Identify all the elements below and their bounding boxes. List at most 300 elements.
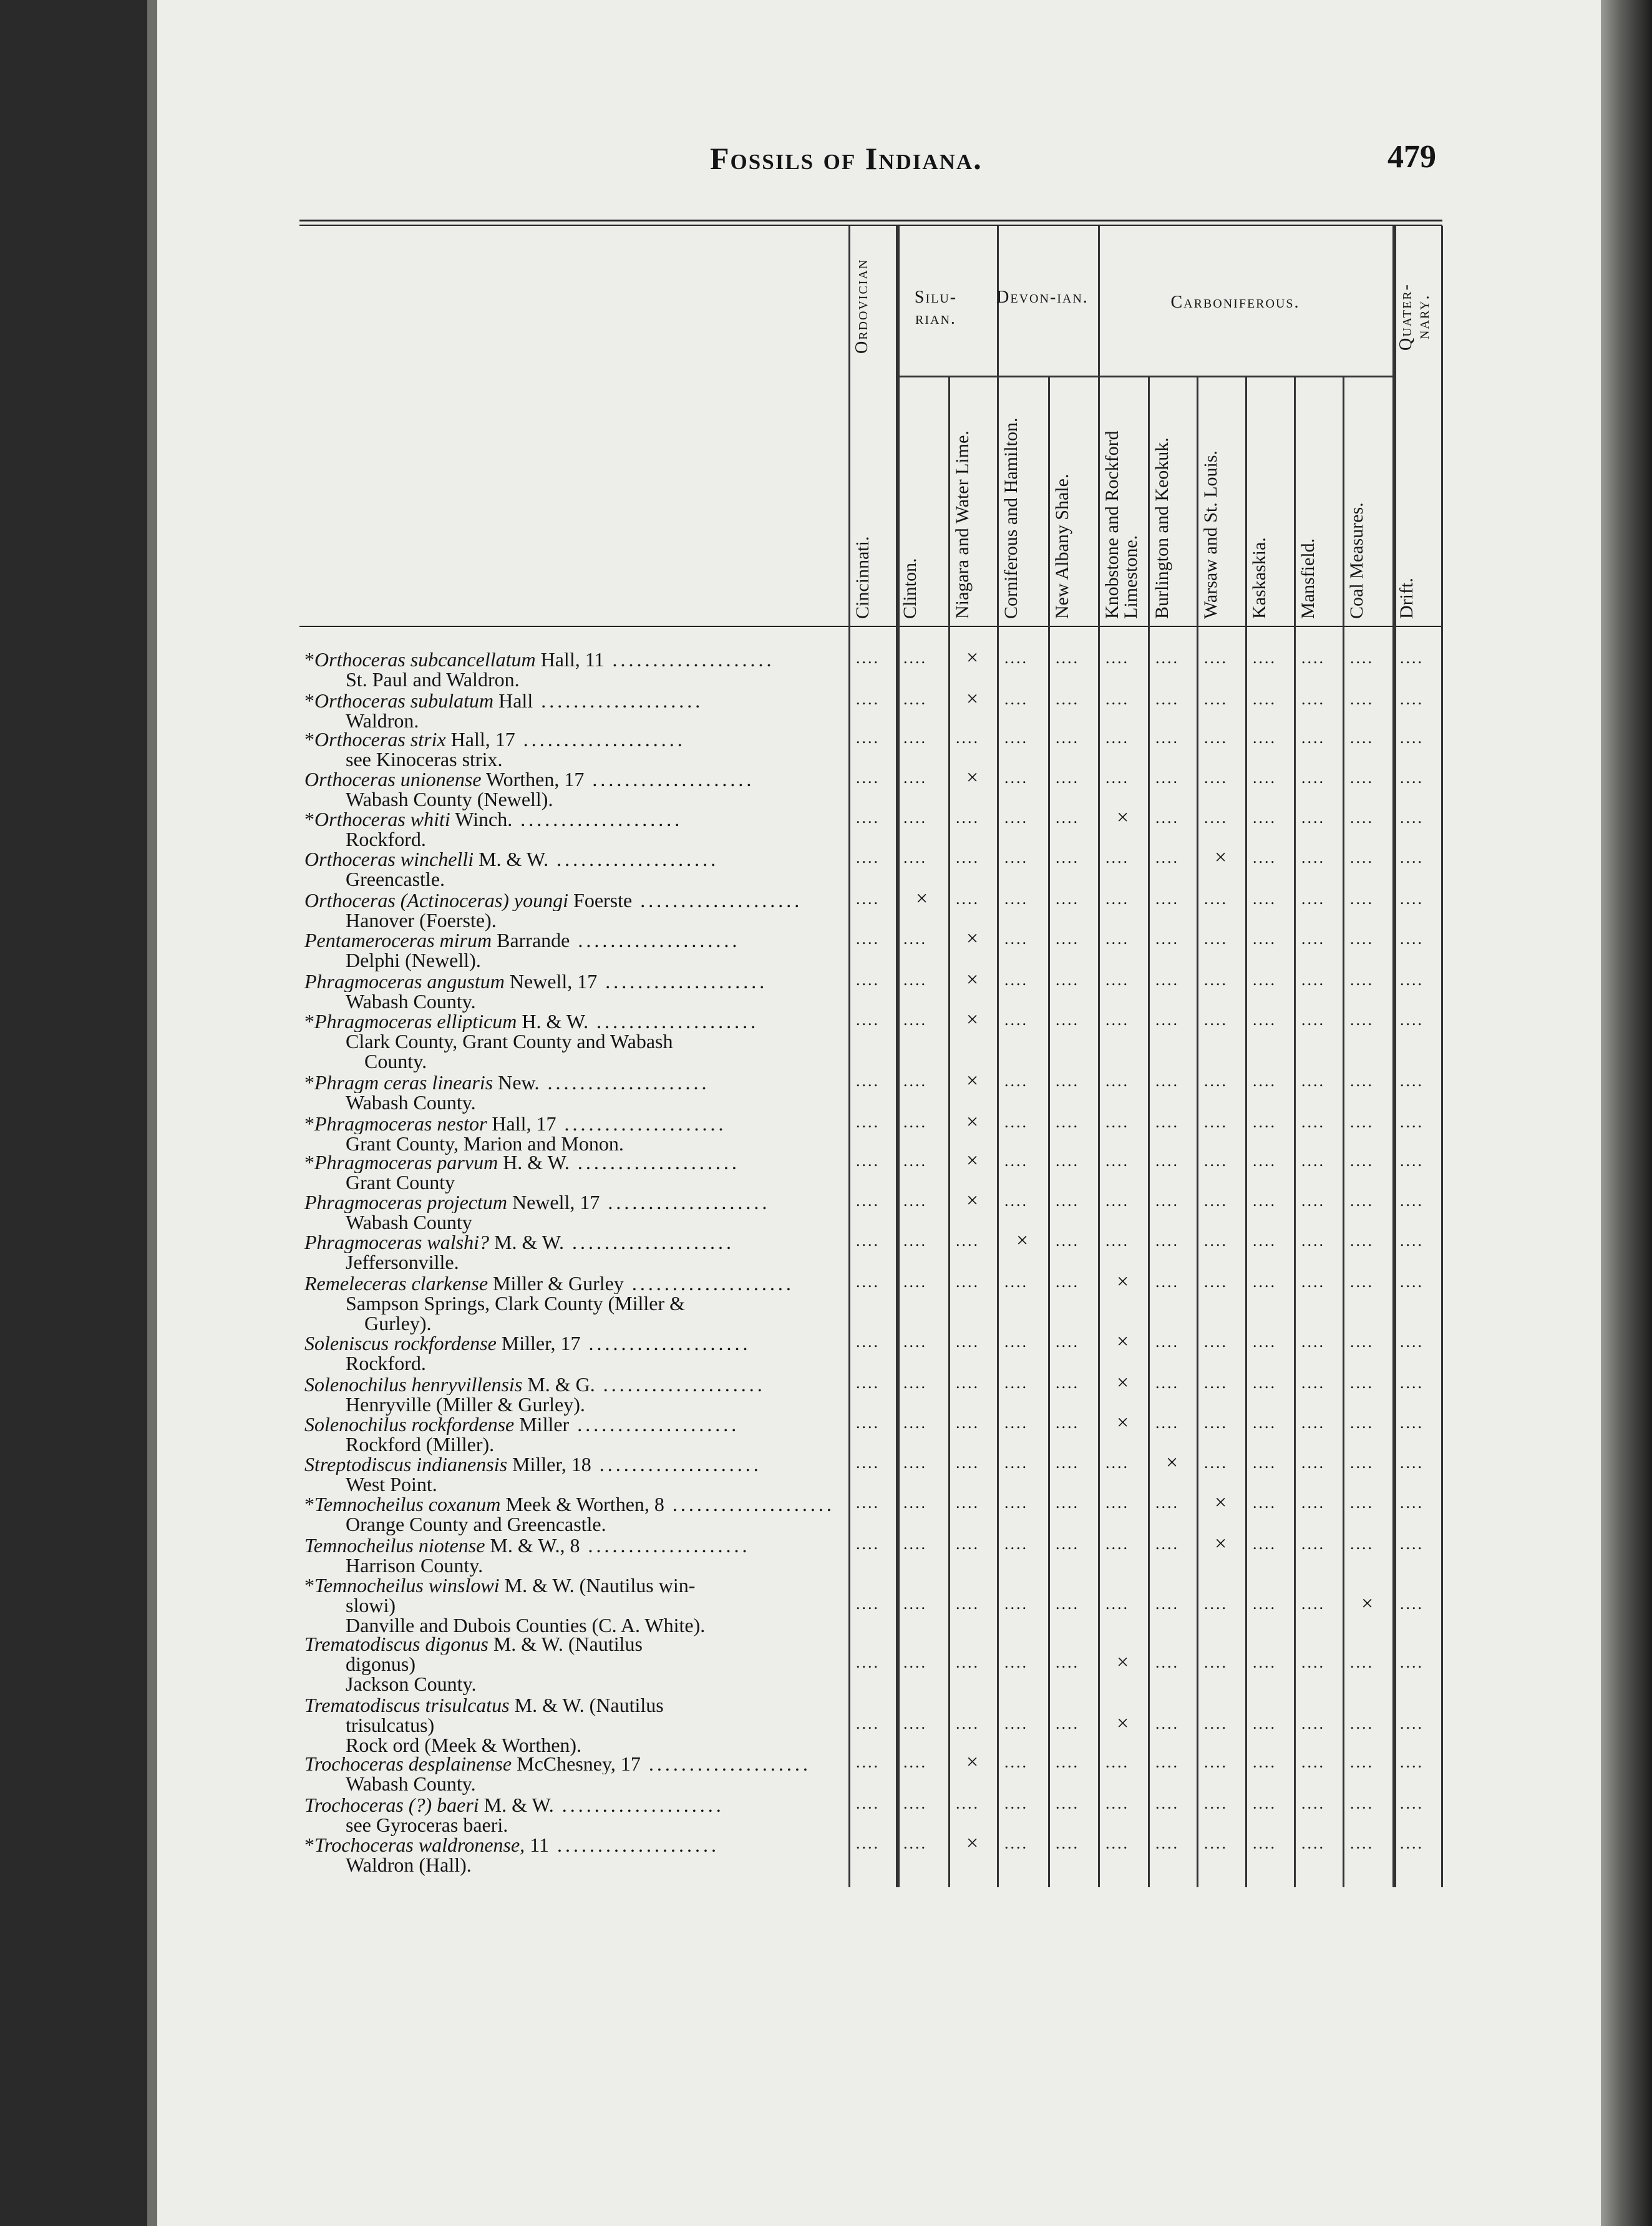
empty-cell-leader: .... — [1204, 809, 1228, 827]
empty-cell-leader: .... — [856, 1113, 880, 1131]
species-name: Phragmoceras parvum — [314, 1152, 498, 1173]
species-author: M. & W. — [474, 848, 549, 870]
species-name: Orthoceras subcancellatum — [314, 649, 536, 670]
species-line — [304, 1753, 811, 1774]
column-header: Clinton. — [900, 558, 920, 619]
species-author: Miller — [514, 1414, 570, 1435]
empty-cell-leader: .... — [856, 1834, 880, 1852]
dot-leader: .................... — [512, 809, 683, 830]
empty-cell-leader: .... — [1204, 1794, 1228, 1812]
empty-cell-leader: .... — [1004, 690, 1028, 708]
species-name: Trematodiscus digonus — [304, 1633, 488, 1655]
presence-mark: × — [1361, 1592, 1374, 1615]
locality-line: Harrison County. — [346, 1554, 483, 1577]
species-line — [304, 809, 683, 830]
species-author: Newell, 17 — [504, 971, 598, 992]
dot-leader: .................... — [564, 1232, 735, 1253]
empty-cell-leader: .... — [1155, 729, 1179, 747]
dot-leader: .................... — [595, 1374, 765, 1395]
empty-cell-leader: .... — [1350, 1192, 1374, 1210]
empty-cell-leader: .... — [1400, 769, 1424, 787]
table-row — [0, 927, 1652, 971]
empty-cell-leader: .... — [1301, 1753, 1325, 1771]
species-name: Trochoceras (?) baeri — [304, 1794, 479, 1815]
empty-cell-leader: .... — [1400, 1072, 1424, 1090]
empty-cell-leader: .... — [1105, 1753, 1129, 1771]
species-line — [304, 890, 802, 911]
species-name: Temnocheilus niotense — [304, 1535, 485, 1556]
locality-line: Clark County, Grant County and Wabash — [346, 1030, 673, 1052]
empty-cell-leader: .... — [1301, 1072, 1325, 1090]
empty-cell-leader: .... — [1350, 1794, 1374, 1812]
species-line — [304, 769, 754, 790]
empty-cell-leader: .... — [1253, 729, 1276, 747]
column-header: Knobstone and Rockford Limestone. — [1102, 430, 1141, 619]
species-author: Worthen, 17 — [481, 769, 585, 790]
type-marker: * — [304, 1011, 314, 1032]
empty-cell-leader: .... — [1350, 890, 1374, 908]
empty-cell-leader: .... — [856, 769, 880, 787]
species-author: M. & W. (Nautilus — [488, 1633, 643, 1655]
species-author: New. — [493, 1072, 540, 1093]
empty-cell-leader: .... — [1253, 1232, 1276, 1250]
empty-cell-leader: .... — [1301, 1653, 1325, 1671]
empty-cell-leader: .... — [903, 1714, 927, 1733]
column-header: Mansfield. — [1298, 538, 1318, 619]
empty-cell-leader: .... — [1155, 1714, 1179, 1733]
column-header: Cincinnati. — [852, 536, 873, 619]
empty-cell-leader: .... — [1253, 1714, 1276, 1733]
empty-cell-leader: .... — [1253, 930, 1276, 948]
species-line — [304, 1192, 770, 1213]
table-row — [0, 1069, 1652, 1114]
species-author: Meek & Worthen, 8 — [500, 1494, 664, 1515]
empty-cell-leader: .... — [856, 1011, 880, 1029]
empty-cell-leader: .... — [1400, 1834, 1424, 1852]
type-marker: * — [304, 1152, 314, 1173]
locality-line: Henryville (Miller & Gurley). — [346, 1393, 585, 1416]
species-author: Foerste — [568, 890, 633, 911]
empty-cell-leader: .... — [856, 848, 880, 867]
empty-cell-leader: .... — [1253, 1794, 1276, 1812]
presence-mark: × — [966, 1189, 979, 1212]
locality-line: trisulcatus) — [346, 1714, 435, 1736]
empty-cell-leader: .... — [1056, 1374, 1079, 1392]
empty-cell-leader: .... — [1350, 1011, 1374, 1029]
dot-leader: .................... — [580, 1333, 751, 1354]
species-author: Miller, 17 — [496, 1333, 581, 1354]
locality-line: Waldron. — [346, 709, 419, 732]
species-author: H. & W. — [498, 1152, 570, 1173]
locality-line: see Gyroceras baeri. — [346, 1814, 508, 1836]
species-name: Phragmoceras walshi? — [304, 1232, 489, 1253]
empty-cell-leader: .... — [1155, 1595, 1179, 1613]
empty-cell-leader: .... — [1004, 1454, 1028, 1472]
empty-cell-leader: .... — [1004, 1653, 1028, 1671]
empty-cell-leader: .... — [1350, 649, 1374, 667]
species-name: Trochoceras desplainense — [304, 1753, 512, 1774]
empty-cell-leader: .... — [1155, 1113, 1179, 1131]
empty-cell-leader: .... — [1350, 1113, 1374, 1131]
empty-cell-leader: .... — [1004, 1714, 1028, 1733]
empty-cell-leader: .... — [1350, 1333, 1374, 1351]
empty-cell-leader: .... — [1105, 1232, 1129, 1250]
species-line — [304, 1834, 719, 1855]
group-quaternary: Quater-nary. — [1396, 283, 1433, 351]
species-name: Trematodiscus trisulcatus — [304, 1694, 510, 1716]
empty-cell-leader: .... — [1253, 1333, 1276, 1351]
empty-cell-leader: .... — [1400, 729, 1424, 747]
empty-cell-leader: .... — [1056, 1273, 1079, 1291]
table-row — [0, 1575, 1652, 1636]
species-name: Remeleceras clarkense — [304, 1273, 488, 1294]
species-line — [304, 1694, 664, 1716]
dot-leader: .................... — [584, 769, 755, 790]
species-author: M. & W. — [479, 1794, 554, 1815]
species-name: Pentameroceras mirum — [304, 930, 492, 951]
empty-cell-leader: .... — [1155, 1152, 1179, 1170]
type-marker: * — [304, 1575, 314, 1596]
empty-cell-leader: .... — [856, 1794, 880, 1812]
dot-leader: .................... — [533, 690, 704, 711]
empty-cell-leader: .... — [1400, 1374, 1424, 1392]
table-row — [0, 1189, 1652, 1233]
table-row — [0, 1834, 1652, 1874]
species-line — [304, 1152, 740, 1173]
presence-mark: × — [966, 1751, 979, 1774]
empty-cell-leader: .... — [956, 1414, 979, 1432]
presence-mark: × — [966, 968, 979, 991]
column-header: Burlington and Keokuk. — [1152, 437, 1172, 619]
column-header: Kaskaskia. — [1249, 537, 1270, 619]
empty-cell-leader: .... — [1253, 1152, 1276, 1170]
empty-cell-leader: .... — [856, 930, 880, 948]
dot-leader: .................... — [600, 1192, 770, 1213]
species-author: McChesney, 17 — [512, 1753, 641, 1774]
empty-cell-leader: .... — [1301, 1374, 1325, 1392]
dot-leader: .................... — [539, 1072, 710, 1093]
empty-cell-leader: .... — [903, 1535, 927, 1553]
table-row — [0, 729, 1652, 769]
empty-cell-leader: .... — [1004, 769, 1028, 787]
empty-cell-leader: .... — [903, 930, 927, 948]
dot-leader: .................... — [580, 1535, 751, 1556]
empty-cell-leader: .... — [1105, 1535, 1129, 1553]
empty-cell-leader: .... — [1301, 1714, 1325, 1733]
presence-mark: × — [916, 887, 928, 910]
empty-cell-leader: .... — [1056, 1152, 1079, 1170]
species-name: Orthoceras winchelli — [304, 848, 474, 870]
empty-cell-leader: .... — [856, 890, 880, 908]
empty-cell-leader: .... — [1350, 848, 1374, 867]
empty-cell-leader: .... — [1155, 1794, 1179, 1812]
empty-cell-leader: .... — [1400, 809, 1424, 827]
presence-mark: × — [966, 1069, 979, 1092]
type-marker: * — [304, 729, 314, 750]
empty-cell-leader: .... — [1004, 1494, 1028, 1512]
table-row — [0, 1491, 1652, 1535]
empty-cell-leader: .... — [1105, 1595, 1129, 1613]
species-author: Miller & Gurley — [488, 1273, 624, 1294]
dot-leader: .................... — [597, 971, 768, 992]
empty-cell-leader: .... — [1204, 1454, 1228, 1472]
locality-line: Rockford. — [346, 1352, 426, 1374]
dot-leader: .................... — [553, 1794, 724, 1815]
empty-cell-leader: .... — [1301, 1273, 1325, 1291]
empty-cell-leader: .... — [903, 1273, 927, 1291]
empty-cell-leader: .... — [856, 1454, 880, 1472]
empty-cell-leader: .... — [1400, 1653, 1424, 1671]
empty-cell-leader: .... — [1350, 1753, 1374, 1771]
empty-cell-leader: .... — [1253, 1011, 1276, 1029]
empty-cell-leader: .... — [856, 809, 880, 827]
table-row — [0, 1753, 1652, 1793]
empty-cell-leader: .... — [1056, 1595, 1079, 1613]
locality-line: Sampson Springs, Clark County (Miller & — [346, 1292, 685, 1315]
empty-cell-leader: .... — [1004, 848, 1028, 867]
empty-cell-leader: .... — [1004, 1152, 1028, 1170]
species-line — [304, 649, 775, 670]
species-line — [304, 1374, 765, 1395]
empty-cell-leader: .... — [1204, 1011, 1228, 1029]
column-header: New Albany Shale. — [1052, 474, 1072, 619]
empty-cell-leader: .... — [1056, 1113, 1079, 1131]
empty-cell-leader: .... — [1301, 1595, 1325, 1613]
empty-cell-leader: .... — [1004, 1113, 1028, 1131]
empty-cell-leader: .... — [1400, 848, 1424, 867]
empty-cell-leader: .... — [1204, 1333, 1228, 1351]
type-marker: * — [304, 1494, 314, 1515]
dot-leader: .................... — [570, 930, 741, 951]
presence-mark: × — [966, 766, 979, 789]
empty-cell-leader: .... — [1105, 1494, 1129, 1512]
empty-cell-leader: .... — [1204, 1595, 1228, 1613]
locality-line: Jeffersonville. — [346, 1251, 459, 1273]
empty-cell-leader: .... — [1155, 1192, 1179, 1210]
locality-line: Hanover (Foerste). — [346, 909, 497, 931]
presence-mark: × — [1117, 1330, 1129, 1353]
empty-cell-leader: .... — [1350, 1454, 1374, 1472]
empty-cell-leader: .... — [1056, 1072, 1079, 1090]
empty-cell-leader: .... — [856, 1414, 880, 1432]
empty-cell-leader: .... — [1350, 769, 1374, 787]
empty-cell-leader: .... — [1350, 729, 1374, 747]
empty-cell-leader: .... — [1301, 1333, 1325, 1351]
empty-cell-leader: .... — [1204, 1072, 1228, 1090]
empty-cell-leader: .... — [1105, 1152, 1129, 1170]
locality-line: Orange County and Greencastle. — [346, 1513, 606, 1535]
empty-cell-leader: .... — [1400, 1333, 1424, 1351]
empty-cell-leader: .... — [903, 1414, 927, 1432]
empty-cell-leader: .... — [1056, 1753, 1079, 1771]
empty-cell-leader: .... — [1253, 769, 1276, 787]
locality-line: St. Paul and Waldron. — [346, 668, 520, 691]
empty-cell-leader: .... — [903, 1374, 927, 1392]
empty-cell-leader: .... — [903, 1794, 927, 1812]
empty-cell-leader: .... — [1204, 1152, 1228, 1170]
species-author: Miller, 18 — [507, 1454, 591, 1475]
empty-cell-leader: .... — [1105, 930, 1129, 948]
empty-cell-leader: .... — [856, 649, 880, 667]
empty-cell-leader: .... — [1400, 649, 1424, 667]
empty-cell-leader: .... — [1056, 649, 1079, 667]
empty-cell-leader: .... — [1301, 1494, 1325, 1512]
empty-cell-leader: .... — [1400, 690, 1424, 708]
empty-cell-leader: .... — [903, 690, 927, 708]
empty-cell-leader: .... — [1301, 930, 1325, 948]
empty-cell-leader: .... — [1004, 1753, 1028, 1771]
species-line — [304, 1232, 734, 1253]
species-name: Streptodiscus indianensis — [304, 1454, 508, 1475]
empty-cell-leader: .... — [1056, 769, 1079, 787]
empty-cell-leader: .... — [1253, 1535, 1276, 1553]
empty-cell-leader: .... — [903, 769, 927, 787]
empty-cell-leader: .... — [1105, 1113, 1129, 1131]
locality-line: County. — [364, 1050, 427, 1072]
empty-cell-leader: .... — [856, 1273, 880, 1291]
species-line — [304, 1273, 794, 1294]
empty-cell-leader: .... — [1350, 1072, 1374, 1090]
locality-line: Wabash County (Newell). — [346, 788, 553, 810]
empty-cell-leader: .... — [1056, 1011, 1079, 1029]
species-name: Phragmoceras angustum — [304, 971, 505, 992]
empty-cell-leader: .... — [1105, 649, 1129, 667]
species-name: Solenochilus rockfordense — [304, 1414, 515, 1435]
empty-cell-leader: .... — [1253, 1273, 1276, 1291]
empty-cell-leader: .... — [1253, 1494, 1276, 1512]
dot-leader: .................... — [556, 1113, 727, 1134]
species-author: M. & W. (Nautilus win- — [499, 1575, 696, 1596]
empty-cell-leader: .... — [1105, 1834, 1129, 1852]
empty-cell-leader: .... — [1204, 1834, 1228, 1852]
empty-cell-leader: .... — [1253, 1072, 1276, 1090]
empty-cell-leader: .... — [1204, 1714, 1228, 1733]
empty-cell-leader: .... — [856, 1753, 880, 1771]
empty-cell-leader: .... — [1350, 930, 1374, 948]
empty-cell-leader: .... — [1155, 690, 1179, 708]
species-name: Orthoceras (Actinoceras) youngi — [304, 890, 569, 911]
empty-cell-leader: .... — [1105, 1011, 1129, 1029]
empty-cell-leader: .... — [903, 1232, 927, 1250]
empty-cell-leader: .... — [1400, 1152, 1424, 1170]
empty-cell-leader: .... — [1253, 1753, 1276, 1771]
empty-cell-leader: .... — [1155, 1834, 1179, 1852]
empty-cell-leader: .... — [1400, 1535, 1424, 1553]
empty-cell-leader: .... — [1350, 690, 1374, 708]
dot-leader: .................... — [548, 1834, 719, 1855]
presence-mark: × — [1215, 1491, 1227, 1514]
species-author: Hall — [493, 690, 533, 711]
locality-line: Wabash County. — [346, 1091, 476, 1114]
empty-cell-leader: .... — [956, 890, 979, 908]
empty-cell-leader: .... — [1155, 809, 1179, 827]
locality-line: Grant County — [346, 1171, 455, 1193]
empty-cell-leader: .... — [1155, 930, 1179, 948]
empty-cell-leader: .... — [1004, 649, 1028, 667]
column-header: Coal Measures. — [1346, 502, 1367, 619]
table-row — [0, 1371, 1652, 1416]
empty-cell-leader: .... — [903, 809, 927, 827]
table-row — [0, 848, 1652, 888]
table-row — [0, 1451, 1652, 1495]
empty-cell-leader: .... — [1204, 1653, 1228, 1671]
empty-cell-leader: .... — [1253, 1454, 1276, 1472]
empty-cell-leader: .... — [1056, 1714, 1079, 1733]
empty-cell-leader: .... — [1301, 1192, 1325, 1210]
species-author: Hall, 17 — [487, 1113, 556, 1134]
empty-cell-leader: .... — [1105, 769, 1129, 787]
empty-cell-leader: .... — [1204, 690, 1228, 708]
empty-cell-leader: .... — [856, 729, 880, 747]
locality-line: Rockford (Miller). — [346, 1433, 495, 1456]
table-row — [0, 1532, 1652, 1577]
empty-cell-leader: .... — [1105, 971, 1129, 989]
empty-cell-leader: .... — [1301, 848, 1325, 867]
empty-cell-leader: .... — [1253, 1414, 1276, 1432]
empty-cell-leader: .... — [1350, 1374, 1374, 1392]
species-line — [304, 1794, 724, 1815]
empty-cell-leader: .... — [1155, 1753, 1179, 1771]
empty-cell-leader: .... — [956, 1714, 979, 1733]
empty-cell-leader: .... — [1155, 649, 1179, 667]
empty-cell-leader: .... — [1204, 769, 1228, 787]
empty-cell-leader: .... — [1004, 729, 1028, 747]
empty-cell-leader: .... — [1400, 1794, 1424, 1812]
empty-cell-leader: .... — [1400, 1192, 1424, 1210]
empty-cell-leader: .... — [1204, 729, 1228, 747]
empty-cell-leader: .... — [956, 1232, 979, 1250]
dot-leader: .................... — [548, 848, 719, 870]
empty-cell-leader: .... — [1204, 1273, 1228, 1291]
page-number: 479 — [1387, 139, 1436, 175]
presence-mark: × — [1016, 1229, 1029, 1252]
dot-leader: .................... — [569, 1414, 740, 1435]
empty-cell-leader: .... — [1400, 1273, 1424, 1291]
empty-cell-leader: .... — [1004, 930, 1028, 948]
empty-cell-leader: .... — [1253, 971, 1276, 989]
locality-line: Waldron (Hall). — [346, 1854, 472, 1876]
empty-cell-leader: .... — [1301, 809, 1325, 827]
empty-cell-leader: .... — [1301, 1454, 1325, 1472]
empty-cell-leader: .... — [956, 1273, 979, 1291]
empty-cell-leader: .... — [1400, 1714, 1424, 1733]
species-name: Temnocheilus winslowi — [314, 1575, 500, 1596]
table-row — [0, 766, 1652, 810]
empty-cell-leader: .... — [1301, 1535, 1325, 1553]
species-line — [304, 1072, 710, 1093]
species-line — [304, 1333, 751, 1354]
species-line — [304, 1535, 750, 1556]
type-marker: * — [304, 809, 314, 830]
empty-cell-leader: .... — [1056, 1653, 1079, 1671]
empty-cell-leader: .... — [1056, 1834, 1079, 1852]
species-line — [304, 971, 767, 992]
empty-cell-leader: .... — [903, 1011, 927, 1029]
empty-cell-leader: .... — [856, 1374, 880, 1392]
group-carboniferous: Carboniferous. — [1170, 293, 1300, 312]
empty-cell-leader: .... — [1004, 1273, 1028, 1291]
locality-line: Wabash County. — [346, 990, 476, 1013]
locality-line: Rockford. — [346, 828, 426, 850]
empty-cell-leader: .... — [1301, 729, 1325, 747]
presence-mark: × — [1215, 846, 1227, 869]
empty-cell-leader: .... — [1350, 1414, 1374, 1432]
empty-cell-leader: .... — [1155, 1535, 1179, 1553]
species-name: Soleniscus rockfordense — [304, 1333, 497, 1354]
empty-cell-leader: .... — [956, 1374, 979, 1392]
dot-leader: .................... — [569, 1152, 740, 1173]
table-row — [0, 1794, 1652, 1834]
